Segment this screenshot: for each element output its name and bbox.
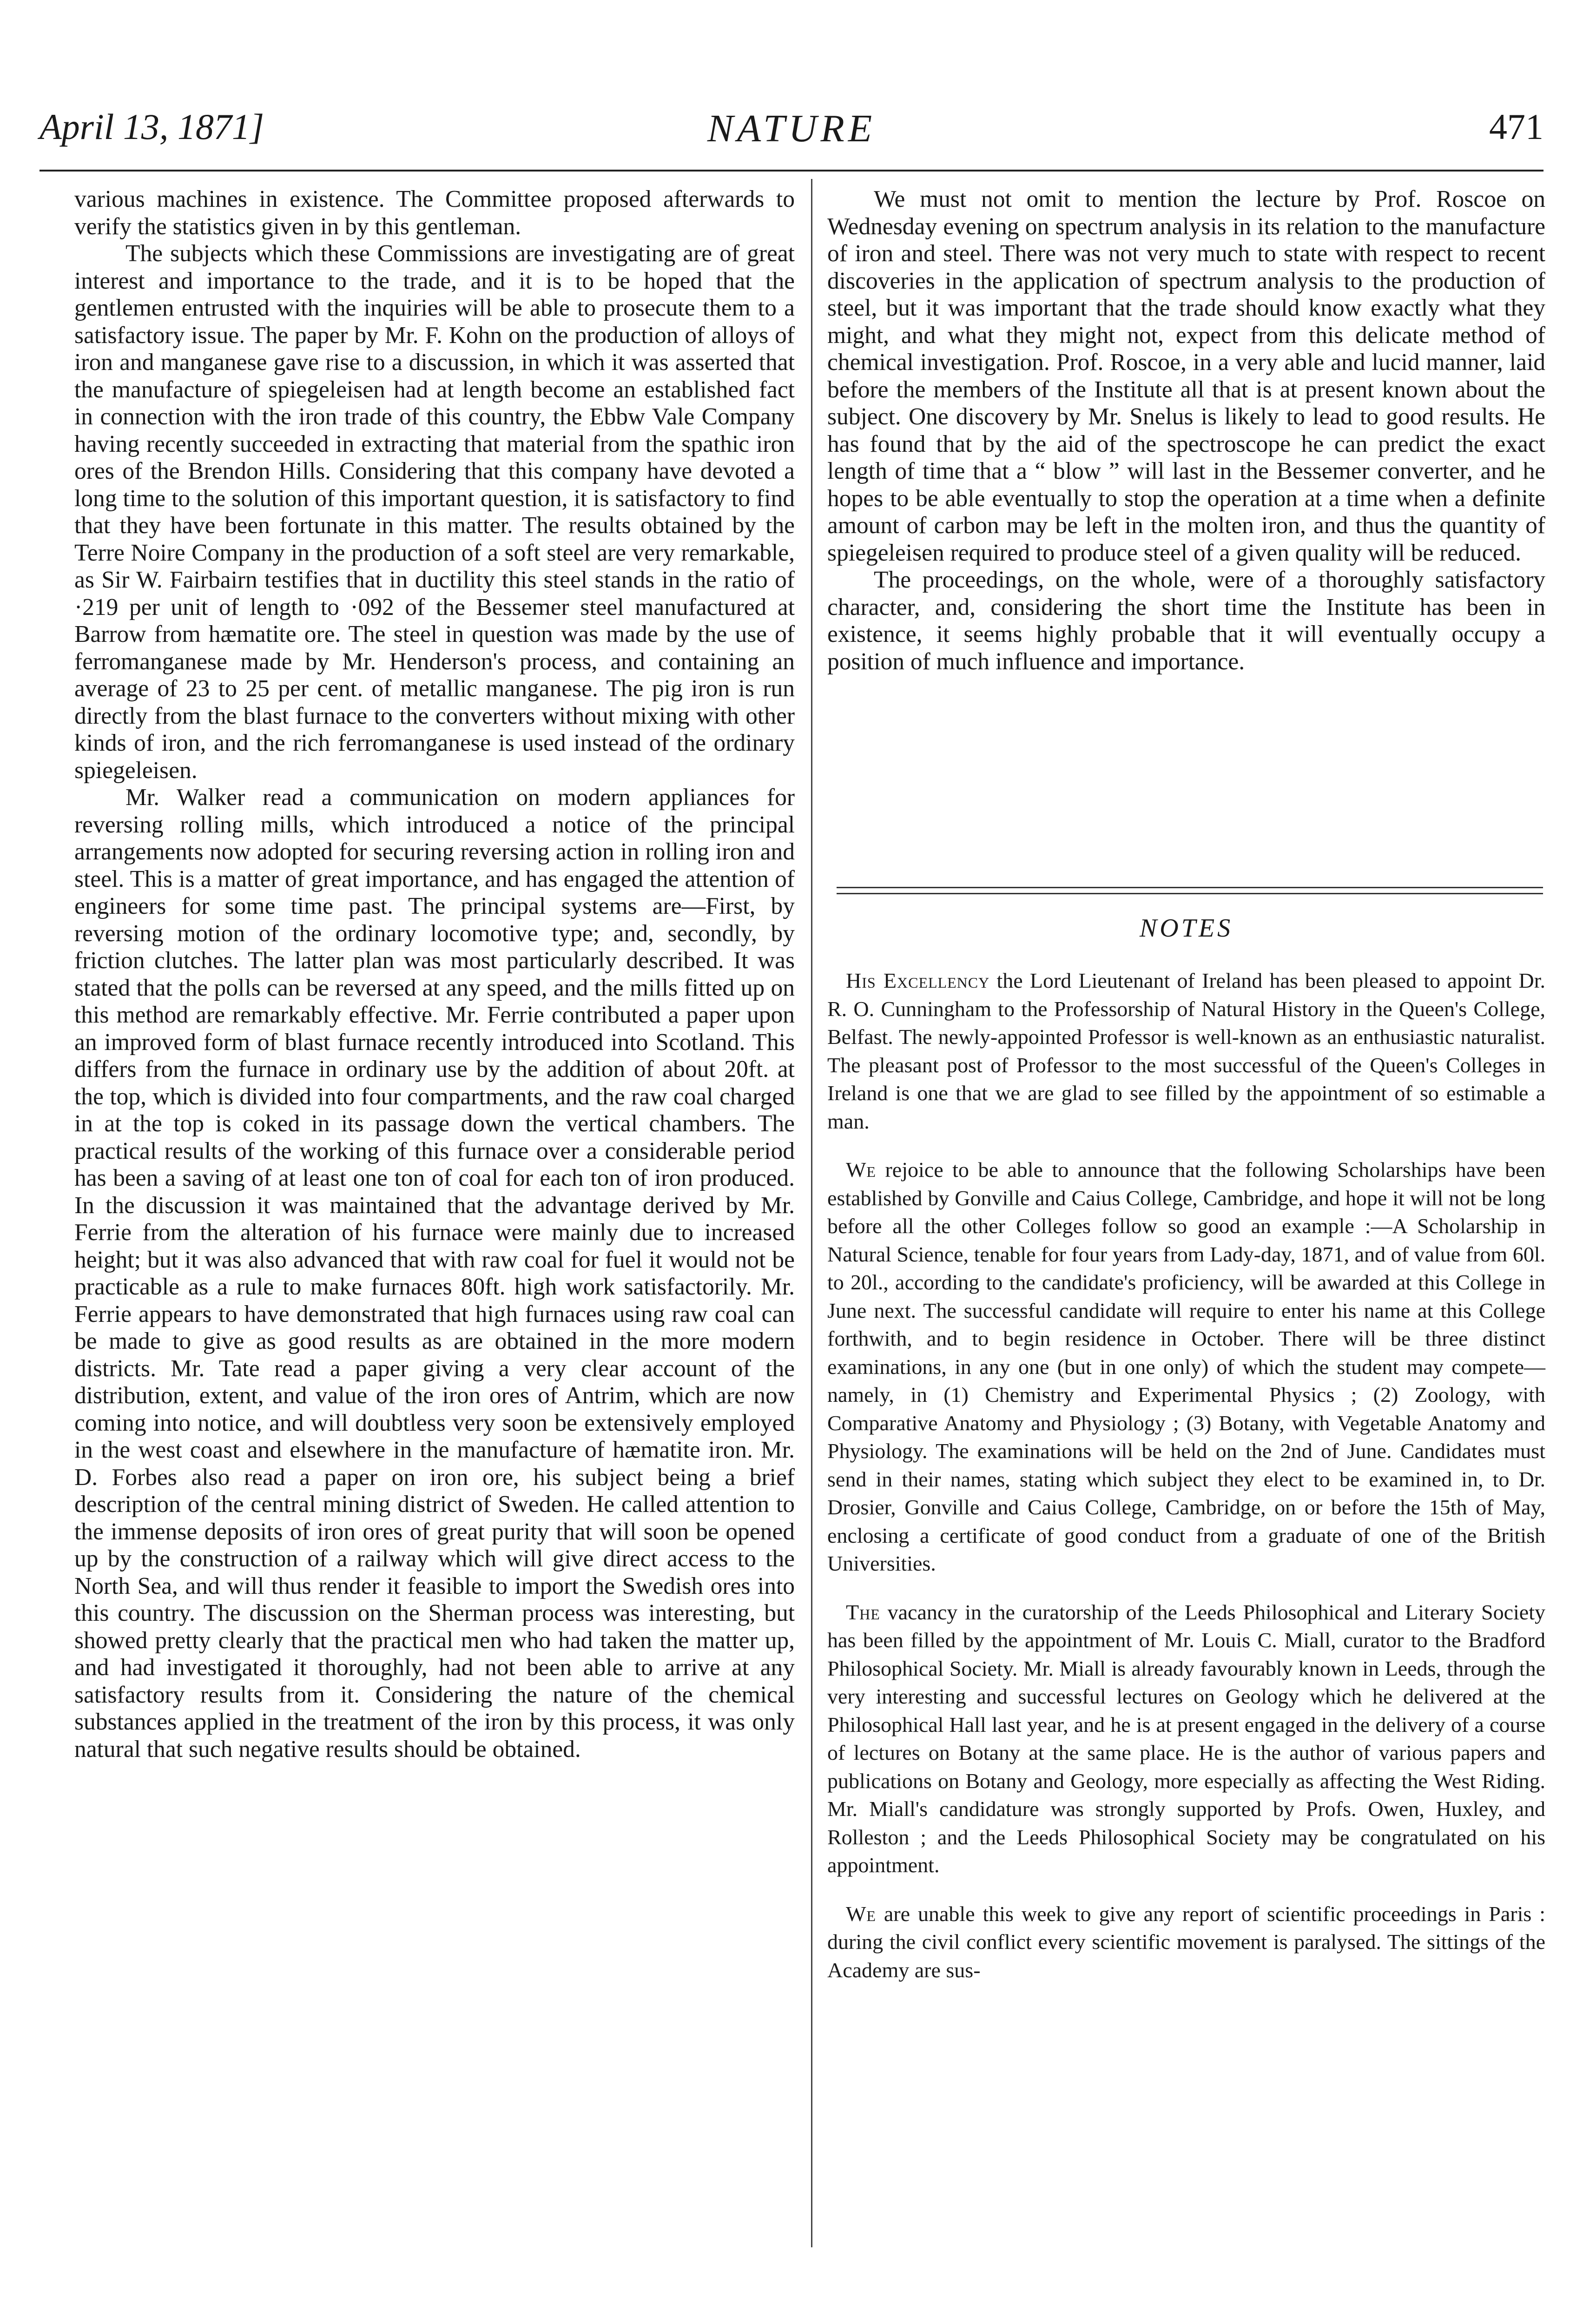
page-number: 471 [1489,106,1543,147]
note-text: the Lord Lieutenant of Ireland has been pleased to appoint Dr. R. O. Cunningham to the Professorship of Natural History in the Queen's College, Belfast. The newly-appointed Professor is well-known as an enthusiastic naturalist. The pleasant post of Professor to the most successful of the Queen's Colleges in Ireland is one that we are glad to see filled by the appointment of so estimable a man. [827,969,1545,1133]
note-item [827,1900,1545,1985]
note-item [827,1156,1545,1578]
note-text: vacancy in the curatorship of the Leeds Philosophical and Literary Society has been filled by the appointment of Mr. Louis C. Miall, curator to the Bradford Philosophical Society. Mr. Miall is already favourably known in Leeds, through the very interesting and successful lectures on Geology which he delivered at the Philosophical Hall last year, and he is at present engaged in the delivery of a course of lectures on Botany at the same place. He is the author of various papers and publications on Botany and Geology, more especially as affecting the West Riding. Mr. Miall's candidature was strongly supported by Profs. Owen, Huxley, and Rolleston ; and the Leeds Philosophical Society may be congratulated on his appointment. [827,1600,1545,1877]
note-text: are unable this week to give any report of scientific proceedings in Paris : during the civil conflict every scientific movement is paralysed. The sittings of the Academy are sus- [827,1901,1545,1982]
right-column-article [827,186,1545,675]
note-item [827,1598,1545,1880]
issue-date: April 13, 1871] [40,106,264,147]
note-lead: We [846,1901,876,1926]
journal-title: NATURE [707,107,876,150]
paragraph: The proceedings, on the whole, were of a thoroughly satisfactory character, and, considering the short time the Institute has been in existence, it seems highly probable that it will eventually occupy a position of much influence and importance. [827,567,1545,675]
note-lead: We [846,1158,876,1182]
paragraph: The subjects which these Commissions are investigating are of great interest and importance to the trade, and it is to be hoped that the gentlemen entrusted with the inquiries will be able to prosecute them to a satisfactory issue. The paper by Mr. F. Kohn on the production of alloys of iron and manganese gave rise to a discussion, in which it was asserted that the manufacture of spiegeleisen had at length become an established fact in connection with the iron trade of this country, the Ebbw Vale Company having recently succeeded in extracting that material from the spathic iron ores of the Brendon Hills. Considering that this company have devoted a long time to the solution of this important question, it is satisfactory to find that they have been fortunate in this matter. The results obtained by the Terre Noire Company in the production of a soft steel are very remarkable, as Sir W. Fairbairn testifies that in ductility this steel stands in the ratio of ·219 per unit of length to ·092 of the Bessemer steel manufactured at Barrow from hæmatite ore. The steel in question was made by the use of ferromanganese made by Mr. Henderson's process, and containing an average of 23 to 25 per cent. of metallic manganese. The pig iron is run directly from the blast furnace to the converters without mixing with other kinds of iron, and the rich ferromanganese is used instead of the ordinary spiegeleisen. [74,240,795,784]
note-item [827,967,1545,1136]
header-rule [40,170,1543,172]
paragraph: We must not omit to mention the lecture by Prof. Roscoe on Wednesday evening on spectrum analysis in its relation to the manufacture of iron and steel. There was not very much to state with respect to recent discoveries in the application of spectrum analysis to the production of steel, but it was important that the trade should know exactly what they might, and what they might not, expect from this delicate method of chemical investigation. Prof. Roscoe, in a very able and lucid manner, laid before the members of the Institute all that is at present known about the subject. One discovery by Mr. Snelus is likely to lead to good results. He has found that by the aid of the spectroscope he can predict the exact length of time that a “ blow ” will last in the Bessemer converter, and he hopes to be able eventually to stop the operation at a time when a definite amount of carbon may be left in the molten iron, and thus the quantity of spiegeleisen required to produce steel of a given quality will be reduced. [827,186,1545,566]
notes-heading: NOTES [1139,914,1233,943]
left-column [74,186,795,1763]
running-header [40,106,1543,166]
section-divider [837,887,1543,894]
note-text: rejoice to be able to announce that the following Scholarships have been established by Gonville and Caius College, Cambridge, and hope it will not be long before all the other Colleges follow so good an example :—A Scholarship in Natural Science, tenable for four years from Lady-day, 1871, and of value from 60l. to 20l., according to the candidate's proficiency, will be awarded at this College in June next. The successful candidate will require to enter his name at this College forthwith, and to begin residence in October. There will be three distinct examinations, in any one (but in one only) of which the student may compete—namely, in (1) Chemistry and Experimental Physics ; (2) Zoology, with Comparative Anatomy and Physiology ; (3) Botany, with Vegetable Anatomy and Physiology. The examinations will be held on the 2nd of June. Candidates must send in their names, stating which subject they elect to be examined in, to Dr. Drosier, Gonville and Caius College, Cambridge, on or before the 15th of May, enclosing a certificate of good conduct from a graduate of one of the British Universities. [827,1158,1545,1575]
notes-section [827,967,1545,2005]
note-lead: The [846,1600,880,1624]
paragraph: Mr. Walker read a communication on modern appliances for reversing rolling mills, which introduced a notice of the principal arrangements now adopted for securing reversing action in rolling iron and steel. This is a matter of great importance, and has engaged the attention of engineers for some time past. The principal systems are—First, by reversing motion of the ordinary locomotive type; and, secondly, by friction clutches. The latter plan was most particularly described. It was stated that the polls can be reversed at any speed, and the mills fitted up on this method are remarkably effective. Mr. Ferrie contributed a paper upon an improved form of blast furnace recently introduced into Scotland. This differs from the furnace in ordinary use by the addition of about 20ft. at the top, which is divided into four compartments, and the raw coal charged in at the top is coked in its passage down the vertical chambers. The practical results of the working of this furnace over a considerable period has been a saving of at least one ton of coal for each ton of iron produced. In the discussion it was maintained that the advantage derived by Mr. Ferrie from the alteration of his furnace were mainly due to increased height; but it was also advanced that with raw coal for fuel it would not be practicable as a rule to make furnaces 80ft. high work satisfactorily. Mr. Ferrie appears to have demonstrated that high furnaces using raw coal can be made to give as good results as are obtained in the more modern districts. Mr. Tate read a paper giving a very clear account of the distribution, extent, and value of the iron ores of Antrim, which are now coming into notice, and will doubtless very soon be extensively employed in the west coast and elsewhere in the manufacture of hæmatite iron. Mr. D. Forbes also read a paper on iron ore, his subject being a brief description of the central mining district of Sweden. He called attention to the immense deposits of iron ores of great purity that will soon be opened up by the construction of a railway which will give direct access to the North Sea, and will thus render it feasible to import the Swedish ores into this country. The discussion on the Sherman process was interesting, but showed pretty clearly that the practical men who had taken the matter up, and had investigated it thoroughly, had not been able to arrive at any satisfactory results from it. Considering the nature of the chemical substances applied in the treatment of the iron by this process, it was only natural that such negative results should be obtained. [74,784,795,1763]
column-divider [811,179,812,2247]
paragraph: various machines in existence. The Committee proposed afterwards to verify the statistics given in by this gentleman. [74,186,795,240]
note-lead: His Excellency [846,969,990,992]
